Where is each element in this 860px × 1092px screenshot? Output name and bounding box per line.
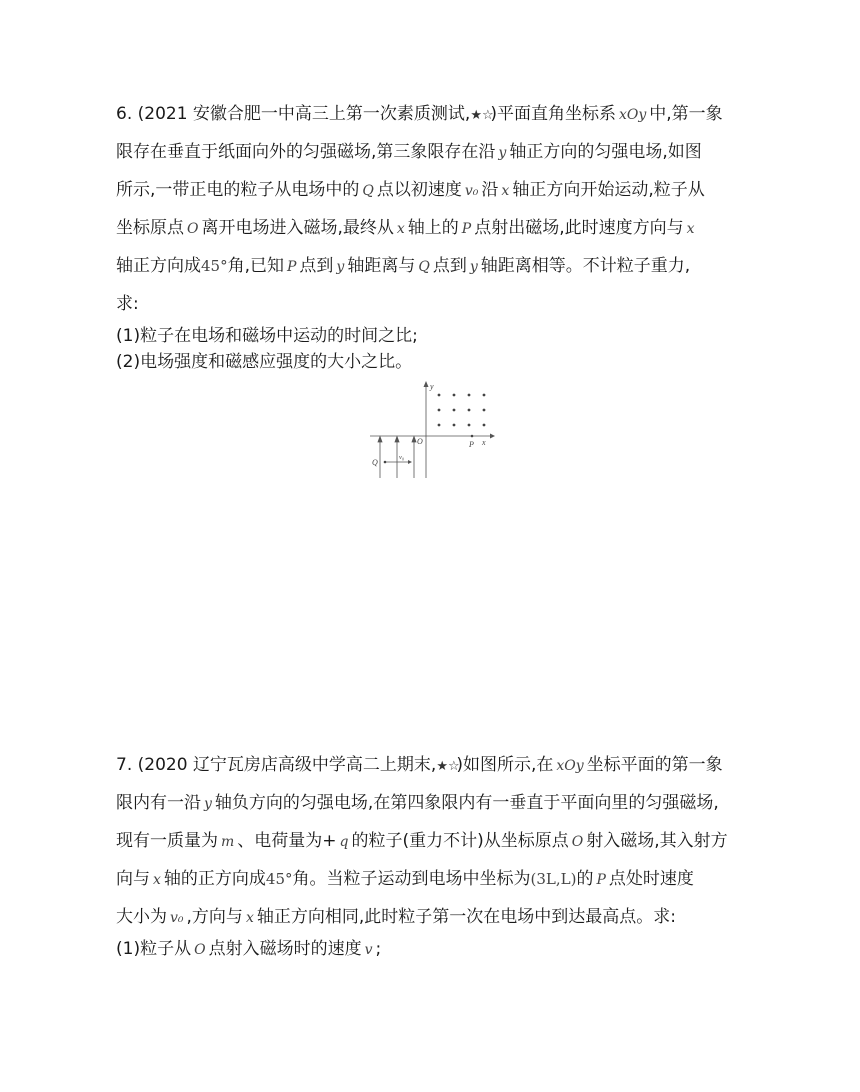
text: ; — [375, 939, 382, 959]
math: 45° — [265, 870, 293, 888]
math: Q — [362, 183, 374, 199]
origin-label: O — [417, 437, 423, 446]
problem-7-line-5 — [116, 898, 796, 936]
math: O — [194, 942, 206, 958]
y-axis-label: y — [430, 382, 434, 391]
field-arrow-icon — [412, 437, 416, 443]
math: (3L,L) — [530, 870, 577, 888]
magnetic-field-dots — [438, 394, 486, 427]
problem-7 — [116, 746, 796, 962]
point-q-label: Q — [372, 458, 378, 467]
problem-6-question-2 — [116, 349, 796, 375]
math: q — [339, 834, 349, 850]
text: 轴负方向的匀强电场,在第四象限内有一垂直于平面向里的匀强磁场, — [214, 793, 719, 813]
text: (1)粒子从 — [116, 939, 192, 959]
text: 轴距离与 — [347, 256, 416, 276]
text: 点到 — [299, 256, 334, 276]
text: 现有一质量为 — [116, 831, 218, 851]
problem-6-source: 6. (2021 安徽合肥一中高三上第一次素质测试, — [116, 104, 471, 124]
math: y — [469, 259, 478, 275]
text: 点到 — [432, 256, 467, 276]
math: P — [461, 221, 472, 237]
math: O — [187, 221, 199, 237]
text: 沿 — [481, 180, 499, 200]
math: x — [396, 221, 405, 237]
text: (2)电场强度和磁感应强度的大小之比。 — [116, 352, 413, 372]
problem-6-line-1 — [116, 95, 796, 133]
text: 限存在垂直于纸面向外的匀强磁场,第三象限存在沿 — [116, 142, 496, 162]
math: y — [336, 259, 345, 275]
text: 坐标原点 — [116, 218, 184, 238]
text: 离开电场进入磁场,最终从 — [201, 218, 394, 238]
text: )平面直角坐标系 — [490, 104, 616, 124]
problem-6 — [116, 95, 796, 375]
difficulty-stars-icon: ★☆ — [470, 108, 494, 123]
problem-6-line-4 — [116, 209, 796, 247]
text: 轴正方向成 — [116, 256, 201, 276]
math: P — [596, 872, 606, 888]
field-dot — [453, 409, 456, 412]
text: 轴正方向相同,此时粒子第一次在电场中到达最高点。求: — [256, 907, 676, 927]
text: 轴上的 — [407, 218, 459, 238]
field-dot — [468, 424, 471, 427]
math: v₀ — [170, 910, 184, 926]
math: x — [153, 872, 161, 888]
math: x — [686, 221, 695, 237]
math: P — [287, 259, 297, 275]
field-dot — [438, 394, 441, 397]
text: 点射出磁场,此时速度方向与 — [474, 218, 684, 238]
text: 大小为 — [116, 907, 167, 927]
text: 轴距离相等。不计粒子重力, — [480, 256, 691, 276]
field-dot — [483, 409, 486, 412]
field-dot — [483, 424, 486, 427]
text: 求: — [116, 294, 139, 314]
problem-6-line-5 — [116, 247, 796, 285]
math: x — [245, 910, 254, 926]
math: v₀ — [464, 183, 479, 199]
x-axis-arrow-icon — [490, 434, 495, 439]
text: 轴正方向开始运动,粒子从 — [512, 180, 705, 200]
velocity-arrow-icon — [408, 460, 412, 464]
field-dot — [453, 394, 456, 397]
problem-6-line-2 — [116, 133, 796, 171]
text: 点射入磁场时的速度 — [208, 939, 362, 959]
difficulty-stars-icon: ★☆ — [436, 759, 460, 774]
text: 轴的正方向成 — [163, 869, 266, 889]
problem-6-figure — [368, 378, 498, 482]
math: m — [221, 834, 235, 850]
text: 向与 — [116, 869, 150, 889]
field-dot — [468, 409, 471, 412]
problem-6-line-6 — [116, 285, 796, 323]
text: 射入磁场,其入射方 — [586, 831, 728, 851]
text: )如图所示,在 — [456, 755, 554, 775]
text: 角,已知 — [227, 256, 284, 276]
math: x — [501, 183, 510, 199]
text: 、电荷量为+ — [237, 831, 337, 851]
point-p — [471, 435, 474, 438]
point-p-label: P — [469, 440, 474, 449]
x-axis-label: x — [482, 438, 486, 447]
velocity-label: v₀ — [399, 454, 405, 461]
math: y — [204, 796, 212, 812]
field-dot — [468, 394, 471, 397]
math: 45° — [201, 257, 228, 275]
text: 的粒子(重力不计)从坐标原点 — [351, 831, 569, 851]
text: 的 — [576, 869, 594, 889]
problem-7-line-3 — [116, 822, 796, 860]
text: 点处时速度 — [608, 869, 694, 889]
math: O — [571, 834, 584, 850]
text: 坐标平面的第一象 — [586, 755, 723, 775]
text: 点以初速度 — [376, 180, 462, 200]
math: y — [498, 145, 507, 161]
text: (1)粒子在电场和磁场中运动的时间之比; — [116, 326, 418, 346]
text: 所示,一带正电的粒子从电场中的 — [116, 180, 360, 200]
text: 中,第一象 — [649, 104, 723, 124]
text: 限内有一沿 — [116, 793, 201, 813]
problem-6-line-3 — [116, 171, 796, 209]
problem-7-question-1 — [116, 936, 796, 962]
problem-7-source: 7. (2020 辽宁瓦房店高级中学高二上期末, — [116, 755, 437, 775]
text: ,方向与 — [186, 907, 243, 927]
math: Q — [418, 259, 430, 275]
math: xOy — [556, 758, 584, 774]
field-dot — [438, 424, 441, 427]
problem-7-line-1 — [116, 746, 796, 784]
field-arrow-icon — [395, 437, 399, 443]
field-dot — [453, 424, 456, 427]
problem-6-question-1 — [116, 323, 796, 349]
text: 轴正方向的匀强电场,如图 — [509, 142, 702, 162]
problem-7-line-2 — [116, 784, 796, 822]
y-axis-arrow-icon — [424, 381, 429, 387]
point-q — [384, 461, 387, 464]
math: v — [364, 942, 373, 958]
electric-field-lines — [378, 437, 416, 479]
text: 角。当粒子运动到电场中坐标为 — [292, 869, 531, 889]
math: xOy — [618, 107, 647, 123]
field-dot — [438, 409, 441, 412]
problem-7-line-4 — [116, 860, 796, 898]
field-arrow-icon — [378, 437, 382, 443]
field-dot — [483, 394, 486, 397]
